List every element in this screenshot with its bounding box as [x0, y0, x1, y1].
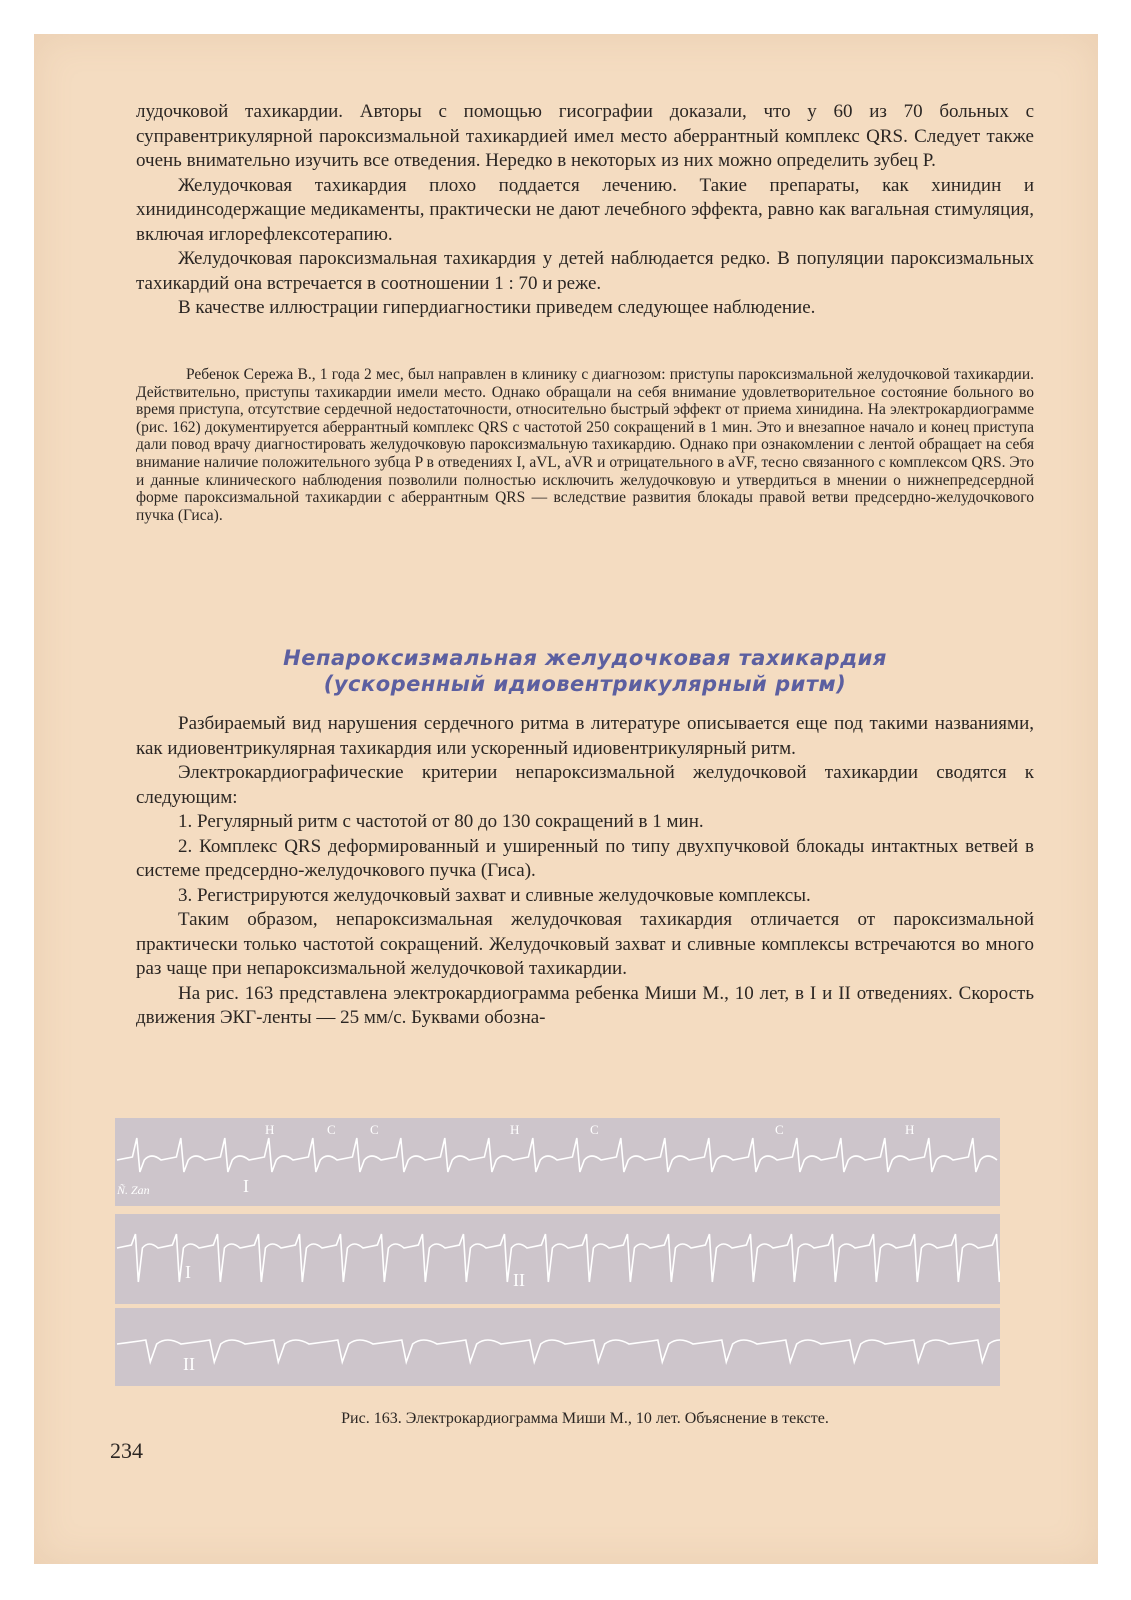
figure-caption: Рис. 163. Электрокардиограмма Миши М., 10 лет. Объяснение в тексте. [341, 1410, 829, 1427]
case-report [136, 366, 1034, 524]
page-number: 234 [110, 1438, 143, 1463]
paragraph: Таким образом, непароксизмальная желудочковая тахикардия отличается от пароксизмальной практически только частотой сокращений. Желудочковый захват и сливные комплексы встречаются во много раз чаще при непароксизмальной желудочковой тахикардии. [136, 909, 1034, 979]
ecg-marker: C [775, 1122, 784, 1137]
ecg-marker: C [590, 1122, 599, 1137]
paragraph: Электрокардиографические критерии непароксизмальной желудочковой тахикардии сводятся к следующим: [136, 762, 1034, 808]
ecg-figure [115, 1108, 1000, 1398]
ecg-marker: H [510, 1122, 520, 1137]
ecg-marker: H [905, 1122, 915, 1137]
ecg-trace-lead-1 [117, 1138, 997, 1172]
handwritten-name: Ñ. Zan [117, 1183, 150, 1197]
ecg-marker: C [327, 1122, 336, 1137]
heading-line-2: (ускоренный идиовентрикулярный ритм) [323, 672, 847, 696]
list-item: 3. Регистрируются желудочковый захват и сливные желудочковые комплексы. [178, 884, 811, 906]
lead-label: II [513, 1270, 525, 1290]
ecg-trace-lead-2 [117, 1234, 1000, 1282]
lead-label: I [243, 1176, 249, 1196]
section-heading [136, 645, 1034, 697]
case-report-text: Ребенок Сережа В., 1 года 2 мес, был направлен в клинику с диагнозом: приступы пароксизмальной желудочковой тахикардии. Действительно, приступы тахикардии имели место. Однако обращали на себя внимание удовлетворительное состояние больного во время приступа, отсутствие сердечной недостаточности, относительно быстрый эффект от приема хинидина. На электрокардиограмме (рис. 162) документируется аберрантный комплекс QRS с частотой 250 сокращений в 1 мин. Это и внезапное начало и конец приступа дали повод врачу диагностировать желудочковую пароксизмальную тахикардию. Однако при ознакомлении с лентой обращает на себя внимание наличие положительного зубца P в отведениях I, aVL, aVR и отрицательного в aVF, тесно связанного с комплексом QRS. Это и данные клинического наблюдения позволили полностью исключить желудочковую и утвердиться в мнении о нижнепредсердной форме пароксизмальной тахикардии с аберрантным QRS — вследствие развития блокады правой ветви предсердно-желудочкового пучка (Гиса). [136, 366, 1034, 524]
bottom-text [136, 712, 1034, 1031]
paragraph: Разбираемый вид нарушения сердечного ритма в литературе описывается еще под такими названиями, как идиовентрикулярная тахикардия или ускоренный идиовентрикулярный ритм. [136, 713, 1034, 759]
paragraph: На рис. 163 представлена электрокардиограмма ребенка Миши М., 10 лет, в I и II отведениях. Скорость движения ЭКГ-ленты — 25 мм/с. Буквами обозна- [136, 982, 1034, 1028]
lead-label: II [183, 1354, 195, 1374]
ecg-traces [115, 1108, 1000, 1398]
heading-line-1: Непароксизмальная желудочковая тахикардия [283, 646, 887, 670]
paragraph: Желудочковая пароксизмальная тахикардия у детей наблюдается редко. В популяции пароксизмальных тахикардий она встречается в соотношении 1 : 70 и реже. [136, 248, 1034, 294]
ecg-marker: C [370, 1122, 379, 1137]
list-item: 2. Комплекс QRS деформированный и уширенный по типу двухпучковой блокады интактных ветвей в системе предсердно-желудочкового пучка (Гиса). [136, 835, 1034, 881]
paragraph: В качестве иллюстрации гипердиагностики приведем следующее наблюдение. [178, 297, 816, 318]
paragraph: Желудочковая тахикардия плохо поддается лечению. Такие препараты, как хинидин и хинидинсодержащие медикаменты, практически не дают лечебного эффекта, равно как вагальная стимуляция, включая иглорефлексотерапию. [136, 174, 1034, 245]
list-item: 1. Регулярный ритм с частотой от 80 до 130 сокращений в 1 мин. [178, 811, 704, 832]
top-text [136, 100, 1034, 321]
ecg-marker: H [265, 1122, 275, 1137]
paragraph: лудочковой тахикардии. Авторы с помощью гисографии доказали, что у 60 из 70 больных с суправентрикулярной пароксизмальной тахикардией имел место аберрантный комплекс QRS. Следует также очень внимательно изучить все отведения. Нередко в некоторых из них можно определить зубец P. [136, 101, 1034, 171]
lead-label: I [185, 1262, 191, 1282]
ecg-trace-lead-3 [117, 1340, 1000, 1362]
